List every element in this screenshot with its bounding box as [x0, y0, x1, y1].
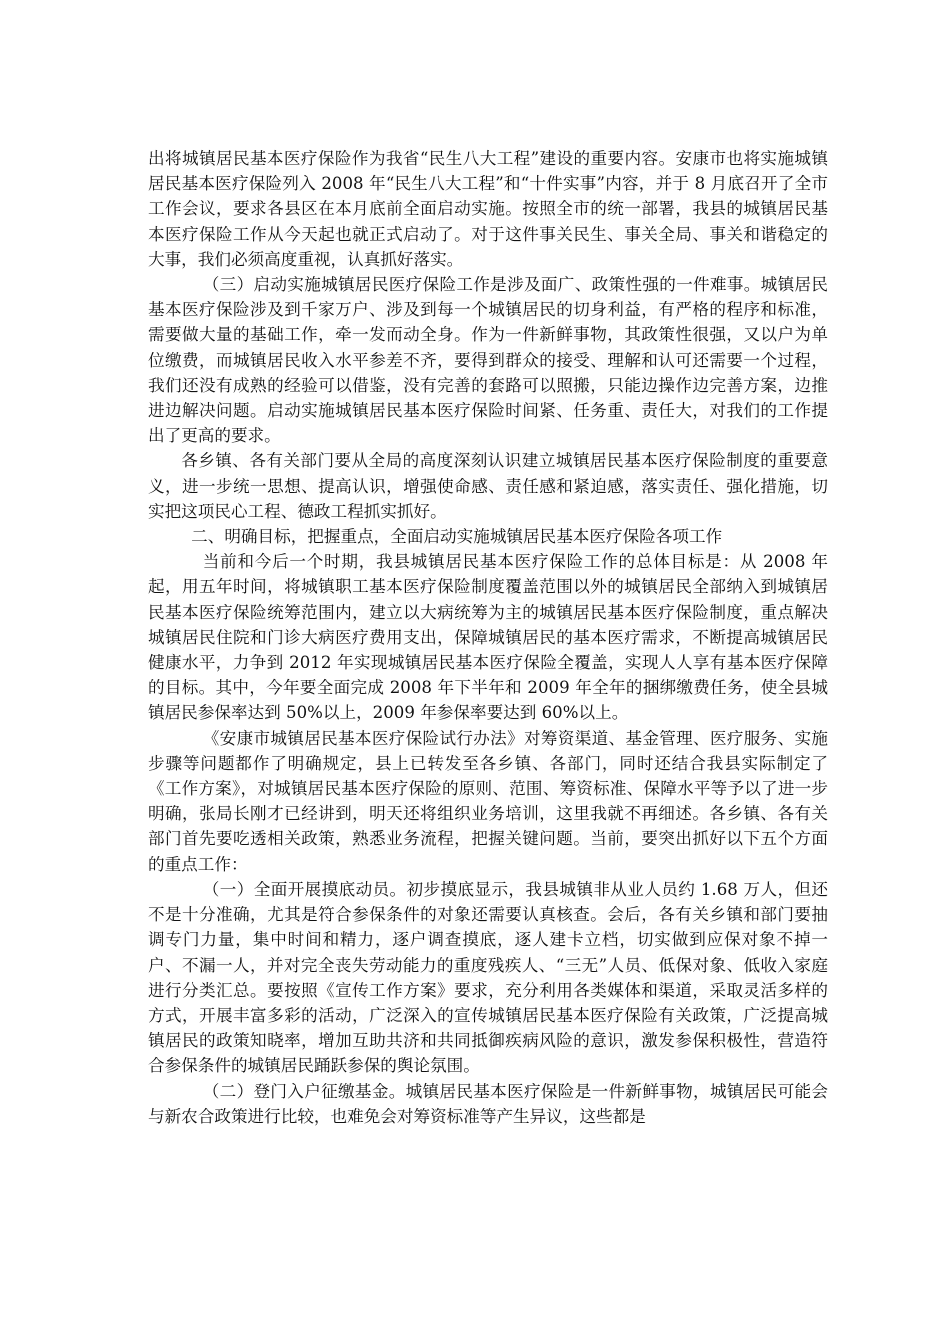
body-paragraph: （一）全面开展摸底动员。初步摸底显示，我县城镇非从业人员约 1.68 万人，但还不是十分准确，尤其是符合参保条件的对象还需要认真核查。会后，各有关乡镇和部门要抽调专门力量，集中时间和精力，逐户调查摸底，逐人建卡立档，切实做到应保对象不掉一户、不漏一人，并对完全丧失劳动能力的重度残疾人、“三无”人员、低保对象、低收入家庭进行分类汇总。要按照《宣传工作方案》要求，充分利用各类媒体和渠道，采取灵活多样的方式，开展丰富多彩的活动，广泛深入的宣传城镇居民基本医疗保险有关政策，广泛提高城镇居民的政策知晓率，增加互助共济和共同抵御疾病风险的意识，激发参保积极性，营造符合参保条件的城镇居民踊跃参保的舆论氛围。	[148, 879, 828, 1076]
document-page	[148, 146, 828, 1129]
body-paragraph: 各乡镇、各有关部门要从全局的高度深刻认识建立城镇居民基本医疗保险制度的重要意义，进一步统一思想、提高认识，增强使命感、责任感和紧迫感，落实责任、强化措施，切实把这项民心工程、德政工程抓实抓好。	[148, 451, 828, 521]
body-paragraph: 当前和今后一个时期，我县城镇居民基本医疗保险工作的总体目标是：从 2008 年起，用五年时间，将城镇职工基本医疗保险制度覆盖范围以外的城镇居民全部纳入到城镇居民基本医疗保险统筹范围内，建立以大病统筹为主的城镇居民基本医疗保险制度，重点解决城镇居民住院和门诊大病医疗费用支出，保障城镇居民的基本医疗需求，不断提高城镇居民健康水平，力争到 2012 年实现城镇居民基本医疗保险全覆盖，实现人人享有基本医疗保障的目标。其中，今年要全面完成 2008 年下半年和 2009 年全年的捆绑缴费任务，使全县城镇居民参保率达到 50%以上，2009 年参保率要达到 60%以上。	[148, 552, 828, 723]
body-paragraph: （三）启动实施城镇居民医疗保险工作是涉及面广、政策性强的一件难事。城镇居民基本医疗保险涉及到千家万户、涉及到每一个城镇居民的切身利益，有严格的程序和标准，需要做大量的基础工作，牵一发而动全身。作为一件新鲜事物，其政策性很强，又以户为单位缴费，而城镇居民收入水平参差不齐，要得到群众的接受、理解和认可还需要一个过程，我们还没有成熟的经验可以借鉴，没有完善的套路可以照搬，只能边操作边完善方案，边推进边解决问题。启动实施城镇居民基本医疗保险时间紧、任务重、责任大，对我们的工作提出了更高的要求。	[148, 275, 828, 446]
body-paragraph: 《安康市城镇居民基本医疗保险试行办法》对筹资渠道、基金管理、医疗服务、实施步骤等问题都作了明确规定，县上已转发至各乡镇、各部门，同时还结合我县实际制定了《工作方案》，对城镇居民基本医疗保险的原则、范围、筹资标准、保障水平等予以了进一步明确，张局长刚才已经讲到，明天还将组织业务培训，这里我就不再细述。各乡镇、各有关部门首先要吃透相关政策，熟悉业务流程，把握关键问题。当前，要突出抓好以下五个方面的重点工作：	[148, 728, 828, 874]
section-heading: 二、明确目标，把握重点，全面启动实施城镇居民基本医疗保险各项工作	[191, 527, 723, 547]
body-paragraph: 出将城镇居民基本医疗保险作为我省“民生八大工程”建设的重要内容。安康市也将实施城镇居民基本医疗保险列入 2008 年“民生八大工程”和“十件实事”内容，并于 8 月底召开了全市工作会议，要求各县区在本月底前全面启动实施。按照全市的统一部署，我县的城镇居民基本医疗保险工作从今天起也就正式启动了。对于这件事关民生、事关全局、事关和谐稳定的大事，我们必须高度重视，认真抓好落实。	[148, 149, 828, 269]
body-paragraph: （二）登门入户征缴基金。城镇居民基本医疗保险是一件新鲜事物，城镇居民可能会与新农合政策进行比较，也难免会对筹资标准等产生异议，这些都是	[148, 1081, 828, 1126]
